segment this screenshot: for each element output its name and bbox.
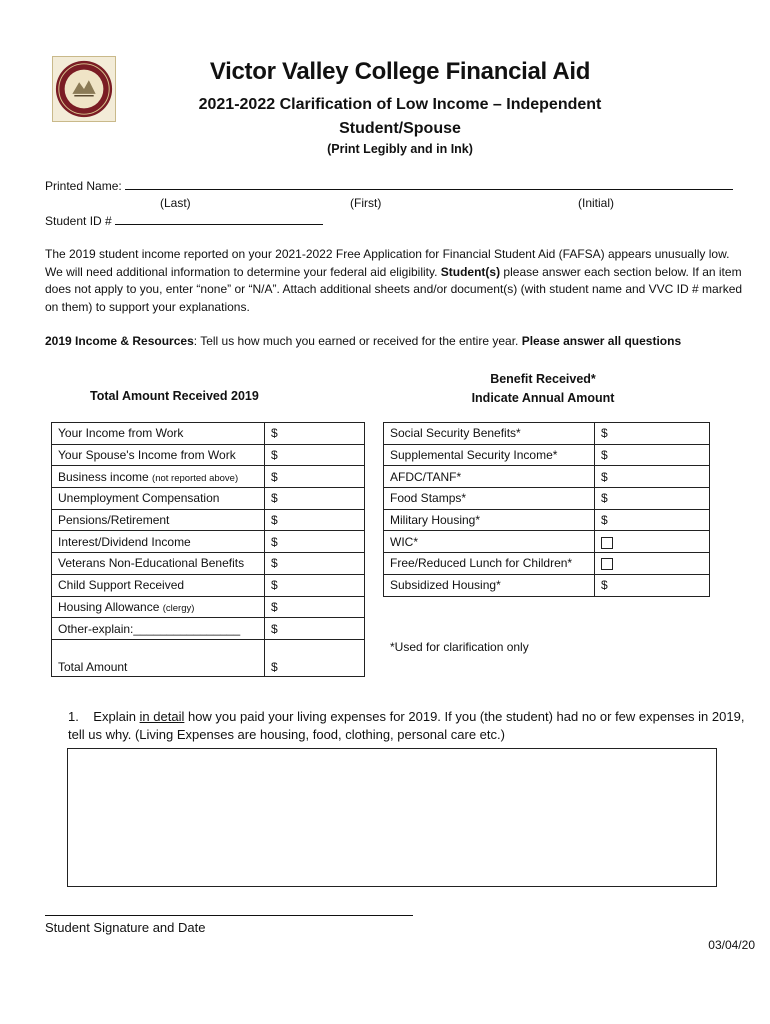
- income-row-label: [52, 488, 265, 510]
- income-row-label: [52, 596, 265, 618]
- intro-bold-students: Student(s): [440, 264, 501, 279]
- subtitle-line-2: Student/Spouse: [339, 120, 461, 137]
- income-row-label: [52, 444, 265, 466]
- student-id-label: Student ID #: [45, 214, 112, 228]
- total-amount-label: Total Amount: [52, 639, 265, 676]
- income-amount-field[interactable]: $: [265, 444, 365, 466]
- income-row: [52, 444, 365, 466]
- benefit-row: [384, 574, 710, 596]
- income-label-text: Housing Allowance: [58, 599, 163, 614]
- total-amount-field[interactable]: $: [265, 639, 365, 676]
- benefits-table: [383, 422, 710, 597]
- benefit-amount-field[interactable]: $: [595, 488, 710, 510]
- benefit-checkbox[interactable]: [601, 537, 613, 549]
- benefit-label: Free/Reduced Lunch for Children*: [384, 553, 595, 575]
- right-table-header: [443, 370, 643, 408]
- income-row: [52, 574, 365, 596]
- income-label-text: Your Income from Work: [58, 426, 184, 441]
- benefit-label: WIC*: [384, 531, 595, 553]
- benefit-row: [384, 444, 710, 466]
- section-heading-text: : Tell us how much you earned or received for the entire year.: [193, 334, 522, 348]
- question-text-underlined: in detail: [139, 709, 185, 724]
- section-heading: [45, 334, 681, 348]
- income-amount-field[interactable]: $: [265, 531, 365, 553]
- benefit-row: [384, 553, 710, 575]
- income-row-label: [52, 423, 265, 445]
- income-table: [51, 422, 365, 677]
- benefit-label: Military Housing*: [384, 509, 595, 531]
- income-label-text: Pensions/Retirement: [58, 513, 170, 528]
- subtitle-line-1: 2021-2022 Clarification of Low Income – Independent: [198, 96, 602, 113]
- income-row-label: [52, 574, 265, 596]
- page-title: Victor Valley College Financial Aid: [209, 58, 591, 85]
- income-row-label: [52, 618, 265, 640]
- printed-name-row: [45, 178, 733, 193]
- question-text-continued: how you paid your living expenses for 2019. If you (the student) had no or few expenses in 2019, tell us why. (Living Expenses are housing, food, clothing, personal care etc.): [68, 709, 745, 742]
- print-instruction: (Print Legibly and in Ink): [327, 142, 473, 156]
- benefit-checkbox[interactable]: [601, 558, 613, 570]
- left-table-header: Total Amount Received 2019: [90, 389, 259, 403]
- income-row-label: [52, 509, 265, 531]
- income-row: [52, 509, 365, 531]
- benefit-amount-field[interactable]: $: [595, 444, 710, 466]
- clarification-footnote: *Used for clarification only: [390, 640, 529, 654]
- income-label-note: (clergy): [162, 602, 195, 614]
- income-label-note: (not reported above): [152, 472, 239, 484]
- benefit-row: [384, 531, 710, 553]
- printed-name-field[interactable]: [125, 178, 733, 190]
- income-row: [52, 596, 365, 618]
- income-row-label: [52, 466, 265, 488]
- form-revision-date: 03/04/20: [708, 938, 755, 952]
- benefit-label: AFDC/TANF*: [384, 466, 595, 488]
- income-row: [52, 466, 365, 488]
- income-label-text: Veterans Non-Educational Benefits: [58, 556, 245, 571]
- income-label-text: Unemployment Compensation: [58, 491, 220, 506]
- income-label-text: Interest/Dividend Income: [58, 534, 191, 549]
- benefit-row: [384, 509, 710, 531]
- student-id-field[interactable]: [115, 213, 323, 225]
- income-row-label: [52, 553, 265, 575]
- signature-line[interactable]: [45, 915, 413, 916]
- income-label-text: Business income: [58, 469, 153, 484]
- last-name-caption: (Last): [160, 196, 191, 210]
- income-row-label: [52, 531, 265, 553]
- income-amount-field[interactable]: $: [265, 553, 365, 575]
- income-row: [52, 531, 365, 553]
- first-name-caption: (First): [350, 196, 382, 210]
- form-subtitle: [0, 93, 770, 141]
- benefit-label: Subsidized Housing*: [384, 574, 595, 596]
- income-label-text: Your Spouse's Income from Work: [58, 448, 236, 463]
- benefit-checkbox-cell: [595, 553, 710, 575]
- student-id-row: [45, 213, 323, 228]
- intro-text: The 2019 student income reported on your 2021-2022 Free Application for Financial Student Aid (FAFSA) appears unusually low. We will need additional information to determine your federal aid eligibility.: [45, 247, 730, 279]
- benefits-table-body: [384, 423, 710, 597]
- income-amount-field[interactable]: $: [265, 509, 365, 531]
- benefit-row: [384, 466, 710, 488]
- right-header-line-1: Benefit Received*: [490, 372, 596, 386]
- income-label-text: Other-explain:________________: [58, 621, 241, 636]
- income-amount-field[interactable]: $: [265, 423, 365, 445]
- income-row: [52, 553, 365, 575]
- benefit-row: [384, 488, 710, 510]
- benefit-label: Social Security Benefits*: [384, 423, 595, 445]
- initial-caption: (Initial): [578, 196, 615, 210]
- section-heading-instruction: Please answer all questions: [521, 334, 682, 348]
- printed-name-label: Printed Name:: [45, 179, 122, 193]
- signature-label: Student Signature and Date: [45, 920, 206, 935]
- benefit-amount-field[interactable]: $: [595, 466, 710, 488]
- question-1: [68, 708, 758, 744]
- benefit-amount-field[interactable]: $: [595, 574, 710, 596]
- intro-paragraph: [45, 246, 745, 316]
- total-row: [52, 639, 365, 676]
- income-row: [52, 488, 365, 510]
- benefit-label: Supplemental Security Income*: [384, 444, 595, 466]
- question-number: 1.: [68, 709, 79, 724]
- benefit-row: [384, 423, 710, 445]
- income-amount-field[interactable]: $: [265, 618, 365, 640]
- benefit-checkbox-cell: [595, 531, 710, 553]
- benefit-label: Food Stamps*: [384, 488, 595, 510]
- section-heading-bold: 2019 Income & Resources: [45, 334, 194, 348]
- income-amount-field[interactable]: $: [265, 488, 365, 510]
- income-row: [52, 618, 365, 640]
- income-amount-field[interactable]: $: [265, 466, 365, 488]
- income-row: [52, 423, 365, 445]
- intro-text-continued: please answer each section below. If an item does not apply to you, enter “none” or “N/A”. Attach additional sheets and/or document(s) (with student name and VVC ID # marked on them) to support your explanations.: [45, 264, 743, 314]
- right-header-line-2: Indicate Annual Amount: [471, 391, 615, 405]
- explanation-textarea[interactable]: [67, 748, 717, 887]
- benefit-amount-field[interactable]: $: [595, 423, 710, 445]
- income-table-body: [52, 423, 365, 677]
- income-amount-field[interactable]: $: [265, 596, 365, 618]
- income-label-text: Child Support Received: [58, 578, 185, 593]
- income-amount-field[interactable]: $: [265, 574, 365, 596]
- question-text: Explain: [93, 709, 140, 724]
- benefit-amount-field[interactable]: $: [595, 509, 710, 531]
